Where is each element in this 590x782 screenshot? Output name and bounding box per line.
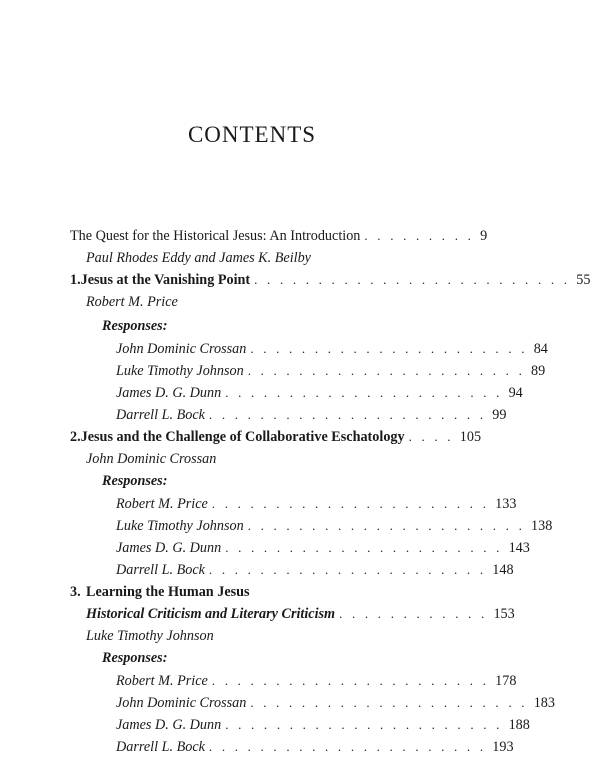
- toc-entry-response[interactable]: [116, 739, 514, 759]
- toc-entry-response[interactable]: [116, 385, 523, 405]
- respondent-name: Robert M. Price: [116, 496, 208, 512]
- chapter-number: 3.: [70, 584, 81, 600]
- entry-page: 105: [459, 429, 482, 445]
- entry-page: 188: [508, 717, 530, 733]
- responses-heading: Responses:: [102, 473, 168, 489]
- chapter-author: [86, 451, 504, 471]
- entry-page: 133: [495, 496, 517, 512]
- responses-heading: Responses:: [102, 318, 168, 334]
- entry-page: 9: [480, 228, 488, 244]
- entry-page: 138: [531, 518, 553, 534]
- entry-title: The Quest for the Historical Jesus: An Introduction: [70, 228, 361, 244]
- toc-entry-chapter-2[interactable]: [70, 429, 482, 449]
- dot-leader: . . . . . . . . . . . . . . . . . . . . . .: [225, 540, 503, 555]
- entry-page: 183: [533, 695, 555, 711]
- toc-entry-response[interactable]: [116, 673, 517, 693]
- chapter-title: Jesus at the Vanishing Point: [80, 272, 251, 288]
- dot-leader: . . . . . . . . .: [364, 228, 475, 243]
- responses-heading: Responses:: [102, 650, 168, 666]
- chapter-subtitle[interactable]: [86, 606, 515, 626]
- dot-leader: . . . . . . . . . . . . . . . . . . . . . .: [247, 518, 526, 533]
- chapter-author: [86, 628, 504, 648]
- chapter-title: Learning the Human Jesus: [86, 584, 250, 600]
- entry-page: 94: [508, 385, 523, 401]
- toc-entry-chapter-1[interactable]: [70, 272, 590, 292]
- respondent-name: Luke Timothy Johnson: [116, 518, 244, 534]
- chapter-author: [86, 294, 504, 314]
- toc-entry-response[interactable]: [116, 363, 546, 383]
- chapter-number: 1.: [70, 272, 81, 288]
- entry-page: 55: [576, 272, 590, 288]
- author-name: Robert M. Price: [86, 294, 178, 310]
- responses-label: [102, 473, 504, 493]
- respondent-name: James D. G. Dunn: [116, 385, 222, 401]
- entry-page: 193: [492, 739, 514, 755]
- dot-leader: . . . . . . . . . . . . . . . . . . . . . .: [211, 496, 490, 511]
- author-name: Luke Timothy Johnson: [86, 628, 214, 644]
- chapter-number: 2.: [70, 429, 81, 445]
- entry-page: 178: [495, 673, 517, 689]
- page-title: CONTENTS: [187, 122, 317, 147]
- entry-page: 89: [531, 363, 546, 379]
- entry-authors: [86, 250, 504, 270]
- dot-leader: . . . . . . . . . . . . . . . . . . . . . .: [208, 562, 487, 577]
- dot-leader: . . . . . . . . . . . . . . . . . . . . . .: [208, 407, 487, 422]
- toc-entry-chapter-3[interactable]: [70, 584, 504, 604]
- dot-leader: . . . . . . . . . . . . . . . . . . . . . .: [247, 363, 526, 378]
- dot-leader: . . . . . . . . . . . . . . . . . . . . . .: [225, 717, 503, 732]
- respondent-name: Luke Timothy Johnson: [116, 363, 244, 379]
- toc-entry-response[interactable]: [116, 407, 507, 427]
- dot-leader: . . . .: [408, 429, 454, 444]
- entry-page: 99: [492, 407, 507, 423]
- respondent-name: James D. G. Dunn: [116, 717, 222, 733]
- toc-entry-response[interactable]: [116, 562, 514, 582]
- dot-leader: . . . . . . . . . . . . . . . . . . . . . .: [208, 739, 487, 754]
- respondent-name: James D. G. Dunn: [116, 540, 222, 556]
- responses-label: [102, 650, 504, 670]
- subtitle-text: Historical Criticism and Literary Criticism: [86, 606, 336, 622]
- author-name: John Dominic Crossan: [86, 451, 217, 467]
- toc-entry-introduction[interactable]: [70, 228, 488, 248]
- toc-entry-response[interactable]: [116, 496, 517, 516]
- responses-label: [102, 318, 504, 338]
- respondent-name: Darrell L. Bock: [116, 562, 205, 578]
- dot-leader: . . . . . . . . . . . . . . . . . . . . . . . . .: [254, 272, 571, 287]
- toc-entry-response[interactable]: [116, 341, 548, 361]
- chapter-title: Jesus and the Challenge of Collaborative Eschatology: [80, 429, 405, 445]
- entry-page: 143: [508, 540, 530, 556]
- entry-page: 84: [533, 341, 548, 357]
- author-name: Paul Rhodes Eddy and James K. Beilby: [86, 250, 311, 266]
- entry-page: 153: [493, 606, 515, 622]
- respondent-name: John Dominic Crossan: [116, 341, 247, 357]
- respondent-name: John Dominic Crossan: [116, 695, 247, 711]
- toc-entry-response[interactable]: [116, 717, 530, 737]
- entry-page: 148: [492, 562, 514, 578]
- dot-leader: . . . . . . . . . . . .: [339, 606, 488, 621]
- respondent-name: Darrell L. Bock: [116, 739, 205, 755]
- dot-leader: . . . . . . . . . . . . . . . . . . . . . .: [250, 695, 528, 710]
- toc-entry-response[interactable]: [116, 695, 555, 715]
- dot-leader: . . . . . . . . . . . . . . . . . . . . . .: [211, 673, 490, 688]
- dot-leader: . . . . . . . . . . . . . . . . . . . . . .: [225, 385, 503, 400]
- toc-entry-response[interactable]: [116, 518, 553, 538]
- respondent-name: Darrell L. Bock: [116, 407, 205, 423]
- toc-entry-response[interactable]: [116, 540, 530, 560]
- dot-leader: . . . . . . . . . . . . . . . . . . . . . .: [250, 341, 528, 356]
- respondent-name: Robert M. Price: [116, 673, 208, 689]
